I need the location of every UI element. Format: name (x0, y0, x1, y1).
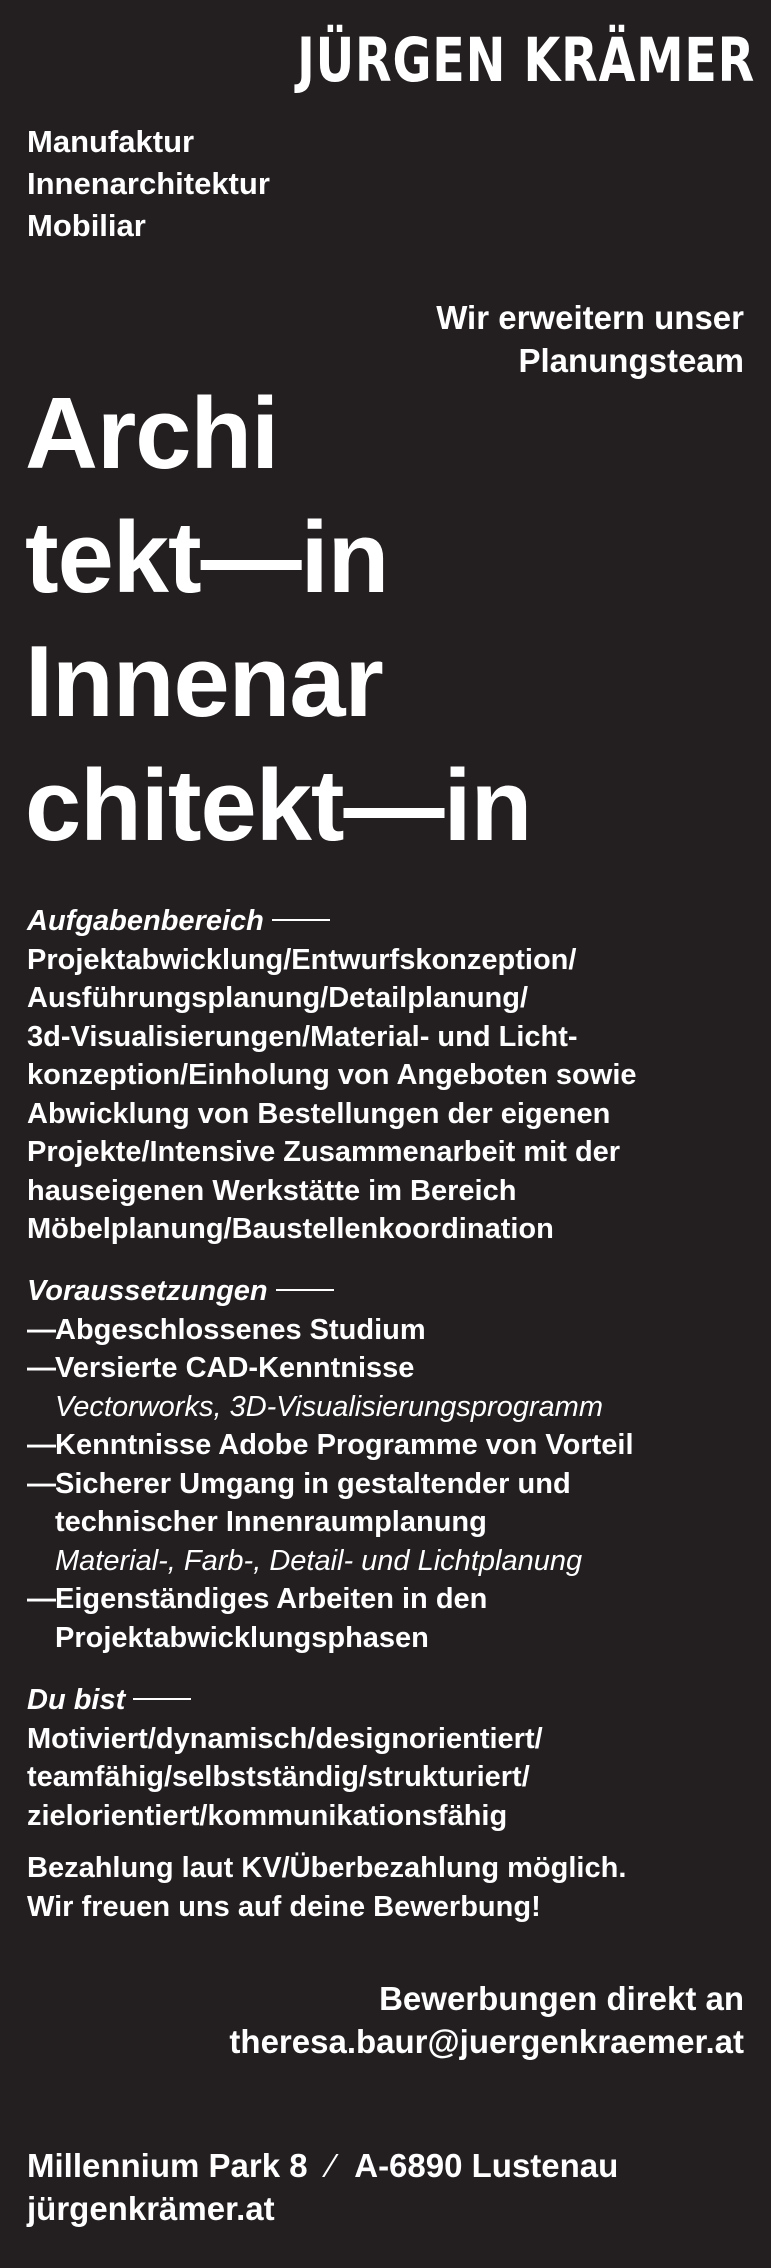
text-line: teamfähig/selbstständig/strukturiert/ (27, 1761, 530, 1793)
application-contact (229, 1977, 744, 2063)
headline-line: Archi (25, 378, 279, 490)
descriptor-line: Mobiliar (27, 208, 146, 243)
website-link[interactable]: jürgenkrämer.at (27, 2190, 275, 2227)
list-item-note: Material-, Farb-, Detail- und Lichtplanung (55, 1544, 583, 1577)
text-line: konzeption/Einholung von Angeboten sowie (27, 1059, 637, 1091)
headline-line: Innenar (25, 626, 383, 738)
list-item-text: Kenntnisse Adobe Programme von Vorteil (55, 1429, 634, 1461)
text-line: Wir freuen uns auf deine Bewerbung! (27, 1890, 541, 1923)
descriptor-line: Manufaktur (27, 124, 195, 159)
dash-bullet: — (27, 1429, 56, 1461)
list-item-text: Sicherer Umgang in gestaltender und (55, 1467, 571, 1500)
list-item (27, 1465, 634, 1504)
list-item (27, 1426, 634, 1465)
email-link[interactable]: theresa.baur@juergenkraemer.at (229, 2023, 744, 2060)
headline-line: chitekt—in (25, 750, 532, 862)
dash-bullet: — (27, 1313, 56, 1346)
dash-bullet: — (27, 1352, 56, 1384)
section-heading: Du bist (27, 1684, 126, 1716)
list-item-text: Versierte CAD-Kenntnisse (55, 1352, 415, 1384)
heading-rule (272, 919, 330, 921)
headline-line: tekt—in (25, 502, 389, 614)
text-line: zielorientiert/kommunikationsfähig (27, 1799, 508, 1832)
intro-text (436, 296, 744, 382)
street: Millennium Park 8 (27, 2147, 308, 2184)
list-item-text: Abgeschlossenes Studium (55, 1313, 426, 1346)
text-line: Projekte/Intensive Zusammenarbeit mit der (27, 1136, 621, 1168)
section-du-bist (27, 1681, 543, 1835)
text-line: Motiviert/dynamisch/designorientiert/ (27, 1722, 543, 1755)
apply-label: Bewerbungen direkt an (379, 1980, 744, 2017)
dash-bullet: — (27, 1467, 56, 1500)
intro-line: Wir erweitern unser (436, 299, 744, 336)
text-line: hauseigenen Werkstätte im Bereich (27, 1174, 517, 1207)
logo: JÜRGEN KRÄMER (297, 25, 755, 96)
dash-bullet: — (27, 1583, 56, 1615)
section-voraussetzungen (27, 1272, 634, 1657)
list-item (27, 1580, 634, 1619)
list-item-note: Vectorworks, 3D-Visualisierungsprogramm (55, 1390, 603, 1423)
text-line: 3d-Visualisierungen/Material- und Licht- (27, 1020, 578, 1053)
section-heading: Voraussetzungen (27, 1275, 268, 1307)
address-block (27, 2144, 618, 2230)
list-item-continuation: Projektabwicklungsphasen (55, 1621, 429, 1654)
list-item-continuation: technischer Innenraumplanung (55, 1506, 487, 1538)
list-item (27, 1349, 634, 1388)
address-separator: ⁄ (328, 2147, 335, 2184)
text-line: Ausführungsplanung/Detailplanung/ (27, 982, 529, 1014)
heading-rule (276, 1289, 334, 1291)
job-title (25, 372, 531, 868)
text-line: Möbelplanung/Baustellenkoordination (27, 1213, 554, 1245)
section-heading: Aufgabenbereich (27, 905, 264, 937)
closing-text (27, 1849, 626, 1926)
address-line (27, 2144, 618, 2187)
list-item-text: Eigenständiges Arbeiten in den (55, 1583, 488, 1615)
list-item (27, 1311, 634, 1350)
descriptor-line: Innenarchitektur (27, 166, 270, 201)
intro-line: Planungsteam (518, 342, 744, 379)
section-aufgabenbereich (27, 902, 637, 1249)
company-descriptor (27, 121, 270, 247)
text-line: Abwicklung von Bestellungen der eigenen (27, 1097, 611, 1130)
text-line: Bezahlung laut KV/Überbezahlung möglich. (27, 1852, 627, 1884)
city: A-6890 Lustenau (354, 2147, 619, 2184)
text-line: Projektabwicklung/Entwurfskonzeption/ (27, 943, 577, 976)
heading-rule (133, 1698, 191, 1700)
